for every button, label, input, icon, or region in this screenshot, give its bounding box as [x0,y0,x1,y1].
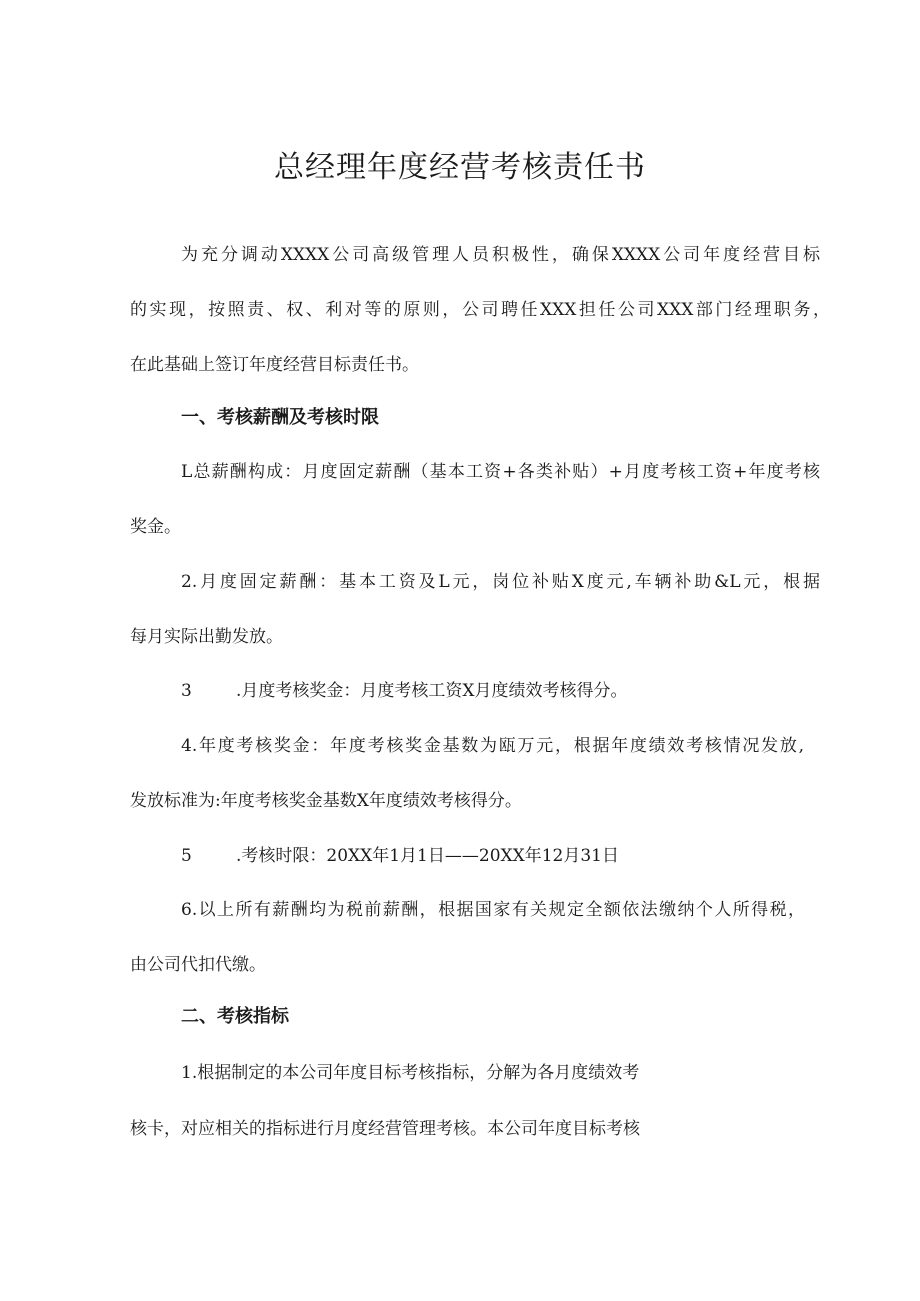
section-1-item-4-line-2: 发放标准为:年度考核奖金基数X年度绩效考核得分。 [130,791,522,811]
section-2-item-1-line-2: 核卡，对应相关的指标进行月度经营管理考核。本公司年度目标考核 [130,1119,640,1139]
section-1-item-2-line-2: 每月实际出勤发放。 [130,627,283,647]
section-1-heading: 一、考核薪酬及考核时限 [181,407,379,428]
section-1-item-5-number: 5 [181,846,192,866]
intro-line-1: 为充分调动XXXX公司高级管理人员积极性，确保XXXX公司年度经营目标 [181,245,820,265]
document-title: 总经理年度经营考核责任书 [274,150,646,185]
section-1-item-5-text: .考核时限：20XX年1月1日——20XX年12月31日 [236,846,619,866]
section-1-item-6-line-2: 由公司代扣代缴。 [130,955,266,975]
section-1-item-3-text: .月度考核奖金：月度考核工资X月度绩效考核得分。 [236,681,628,701]
section-2-heading: 二、考核指标 [181,1006,289,1027]
intro-line-2: 的实现，按照责、权、利对等的原则，公司聘任XXX担任公司XXX部门经理职务， [130,300,830,320]
section-1-item-4-line-1: 4.年度考核奖金：年度考核奖金基数为瓯万元，根据年度绩效考核情况发放, [181,736,804,756]
section-1-item-2-line-1: 2.月度固定薪酬：基本工资及L元，岗位补贴X度元,车辆补助&L元，根据 [181,572,820,592]
section-1-item-6-line-1: 6.以上所有薪酬均为税前薪酬，根据国家有关规定全额依法缴纳个人所得税， [181,900,805,920]
section-2-item-1-line-1: 1.根据制定的本公司年度目标考核指标，分解为各月度绩效考 [181,1063,640,1083]
section-1-item-1-line-2: 奖金。 [130,517,181,537]
section-1-item-3-number: 3 [181,681,192,701]
intro-line-3: 在此基础上签订年度经营目标责任书。 [130,355,419,375]
section-1-item-1-line-1: L总薪酬构成：月度固定薪酬（基本工资+各类补贴）+月度考核工资+年度考核 [181,462,820,482]
